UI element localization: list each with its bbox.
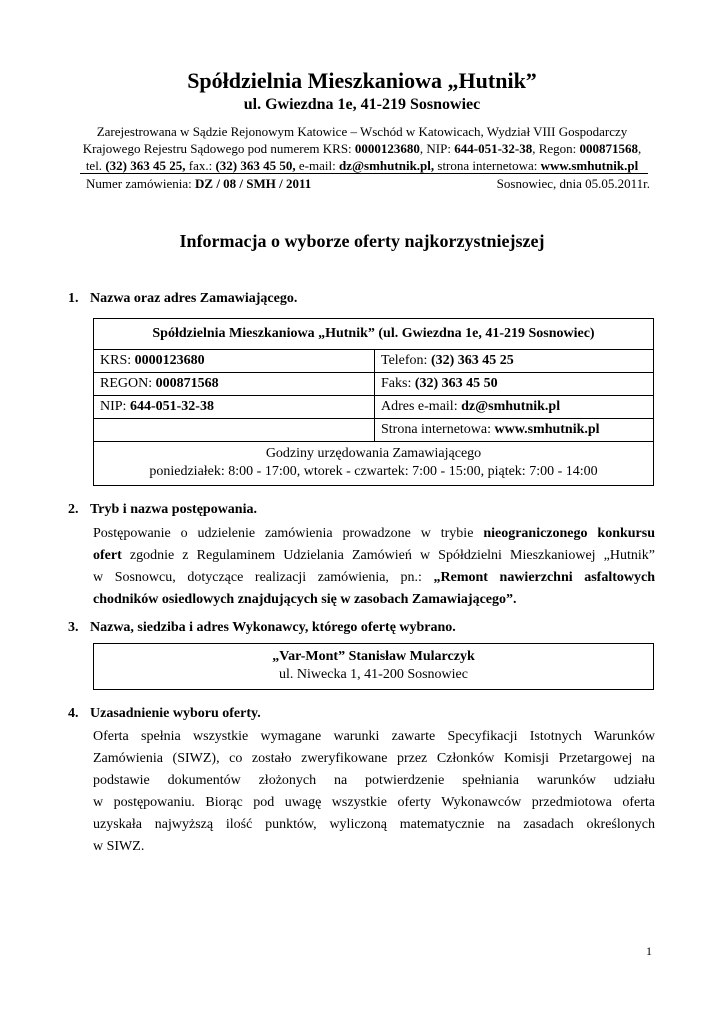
- email-caption: e-mail:: [295, 158, 339, 173]
- client-name: Spółdzielnia Mieszkaniowa „Hutnik” (ul. Gwiezdna 1e, 41-219 Sosnowiec): [152, 326, 595, 341]
- nip-label: NIP:: [100, 399, 130, 414]
- order-number: DZ / 08 / SMH / 2011: [195, 176, 312, 191]
- section-3-title: [68, 619, 456, 637]
- registration-line-1: Zarejestrowana w Sądzie Rejonowym Katowice – Wschód w Katowicach, Wydział VIII Gospodarczy: [96, 124, 628, 139]
- tel-cell: [375, 350, 654, 373]
- krs-number: 0000123680: [354, 141, 420, 156]
- section-4-title: [68, 705, 261, 723]
- regon-number: 000871568: [579, 141, 639, 156]
- nip-number: 644-051-32-38: [454, 141, 533, 156]
- procedure-paragraph: [93, 523, 655, 611]
- section-title-text: Uzasadnienie wyboru oferty.: [90, 706, 261, 721]
- bold-run: ofert: [93, 548, 122, 563]
- place-date: Sosnowiec, dnia 05.05.2011r.: [496, 176, 650, 191]
- paragraph-line: [93, 567, 655, 589]
- regon-value: 000871568: [155, 376, 219, 391]
- nip-value: 644-051-32-38: [129, 399, 214, 414]
- section-title-text: Tryb i nazwa postępowania.: [90, 502, 257, 517]
- fax-value: (32) 363 45 50: [414, 376, 498, 391]
- bold-run: nieograniczonego konkursu: [483, 526, 655, 541]
- regon-label: REGON:: [100, 376, 156, 391]
- email-cell: [375, 396, 654, 419]
- client-table: [93, 318, 654, 486]
- bold-run: chodników osiedlowych znajdujących się w zasobach Zamawiającego”.: [93, 592, 517, 607]
- regon-caption: , Regon:: [532, 141, 580, 156]
- table-row: [94, 396, 654, 419]
- regon-cell: [94, 373, 375, 396]
- text-run: w Sosnowcu, dotyczące realizacji zamówienia, pn.:: [93, 570, 434, 585]
- tel-number: (32) 363 45 25,: [105, 158, 186, 173]
- line-comma: ,: [638, 141, 642, 156]
- contractor-table: [93, 643, 654, 690]
- registration-line-3: [60, 157, 664, 174]
- section-number: 3.: [68, 620, 79, 635]
- contractor-address: ul. Niwecka 1, 41-200 Sosnowiec: [279, 667, 468, 682]
- document-heading: Informacja o wyborze oferty najkorzystniejszej: [179, 231, 545, 251]
- www-caption: strona internetowa:: [434, 158, 541, 173]
- krs-caption: Krajowego Rejestru Sądowego pod numerem KRS:: [82, 141, 355, 156]
- fax-caption: fax.:: [185, 158, 216, 173]
- page-number: 1: [646, 944, 652, 958]
- paragraph-line: Zamówienia (SIWZ), co zostało zweryfikowane przez Członków Komisji Przetargowej na: [93, 751, 655, 766]
- fax-number: (32) 363 45 50,: [215, 158, 296, 173]
- tel-value: (32) 363 45 25: [430, 353, 514, 368]
- text-run: Postępowanie o udzielenie zamówienia prowadzone w trybie: [93, 526, 484, 541]
- www-cell: [375, 419, 654, 442]
- email-label: Adres e-mail:: [381, 399, 462, 414]
- section-2-title: [68, 501, 257, 519]
- section-number: 4.: [68, 706, 79, 721]
- cooperative-address: ul. Gwiezdna 1e, 41-219 Sosnowiec: [243, 96, 481, 113]
- header-divider: [80, 173, 648, 174]
- section-1-title: [68, 290, 297, 308]
- office-hours-title: Godziny urzędowania Zamawiającego: [265, 446, 482, 461]
- paragraph-line: [93, 589, 655, 611]
- tel-label: Telefon:: [381, 353, 431, 368]
- email-value[interactable]: dz@smhutnik.pl: [461, 399, 561, 414]
- paragraph-line: w SIWZ.: [93, 839, 145, 854]
- paragraph-line: w postępowaniu. Biorąc pod uwagę wszystkie oferty Wykonawców przedmiotowa oferta: [93, 795, 655, 810]
- paragraph-line: [93, 523, 655, 545]
- bold-run: „Remont nawierzchni asfaltowych: [433, 570, 655, 585]
- section-title-text: Nazwa, siedziba i adres Wykonawcy, którego ofertę wybrano.: [90, 620, 456, 635]
- empty-cell: [94, 419, 375, 442]
- table-row: [94, 442, 654, 486]
- order-label: Numer zamówienia:: [86, 176, 196, 191]
- nip-cell: [94, 396, 375, 419]
- website-link[interactable]: www.smhutnik.pl: [540, 158, 639, 173]
- krs-cell: [94, 350, 375, 373]
- cooperative-title: Spółdzielnia Mieszkaniowa „Hutnik”: [187, 68, 537, 93]
- krs-value: 0000123680: [134, 353, 205, 368]
- paragraph-line: Oferta spełnia wszystkie wymagane warunki zawarte Specyfikacji Istotnych Warunków: [93, 729, 655, 744]
- www-label: Strona internetowa:: [381, 422, 495, 437]
- contractor-cell: [94, 644, 654, 690]
- paragraph-line: uzyskała najwyższą ilość punktów, wyliczoną matematycznie na zasadach określonych: [93, 817, 655, 832]
- email-address[interactable]: dz@smhutnik.pl,: [338, 158, 435, 173]
- table-row: [94, 350, 654, 373]
- fax-label: Faks:: [381, 376, 415, 391]
- contractor-name: „Var-Mont” Stanisław Mularczyk: [272, 649, 475, 664]
- paragraph-line: podstawie dokumentów złożonych na potwierdzenie spełniania warunków udziału: [93, 773, 655, 788]
- registration-line-2: [60, 140, 664, 157]
- justification-paragraph: [93, 726, 655, 858]
- nip-caption: , NIP:: [419, 141, 455, 156]
- client-table-header: [94, 319, 654, 350]
- section-title-text: Nazwa oraz adres Zamawiającego.: [90, 291, 298, 306]
- krs-label: KRS:: [100, 353, 135, 368]
- tel-caption: tel.: [85, 158, 106, 173]
- table-row: [94, 373, 654, 396]
- fax-cell: [375, 373, 654, 396]
- office-hours: poniedziałek: 8:00 - 17:00, wtorek - czwartek: 7:00 - 15:00, piątek: 7:00 - 14:00: [149, 464, 598, 479]
- www-value[interactable]: www.smhutnik.pl: [494, 422, 600, 437]
- text-run: zgodnie z Regulaminem Udzielania Zamówień w Spółdzielni Mieszkaniowej „Hutnik”: [121, 548, 655, 563]
- office-hours-cell: [94, 442, 654, 486]
- section-number: 2.: [68, 502, 79, 517]
- order-line: [86, 176, 650, 192]
- table-row: [94, 419, 654, 442]
- section-number: 1.: [68, 291, 79, 306]
- paragraph-line: [93, 545, 655, 567]
